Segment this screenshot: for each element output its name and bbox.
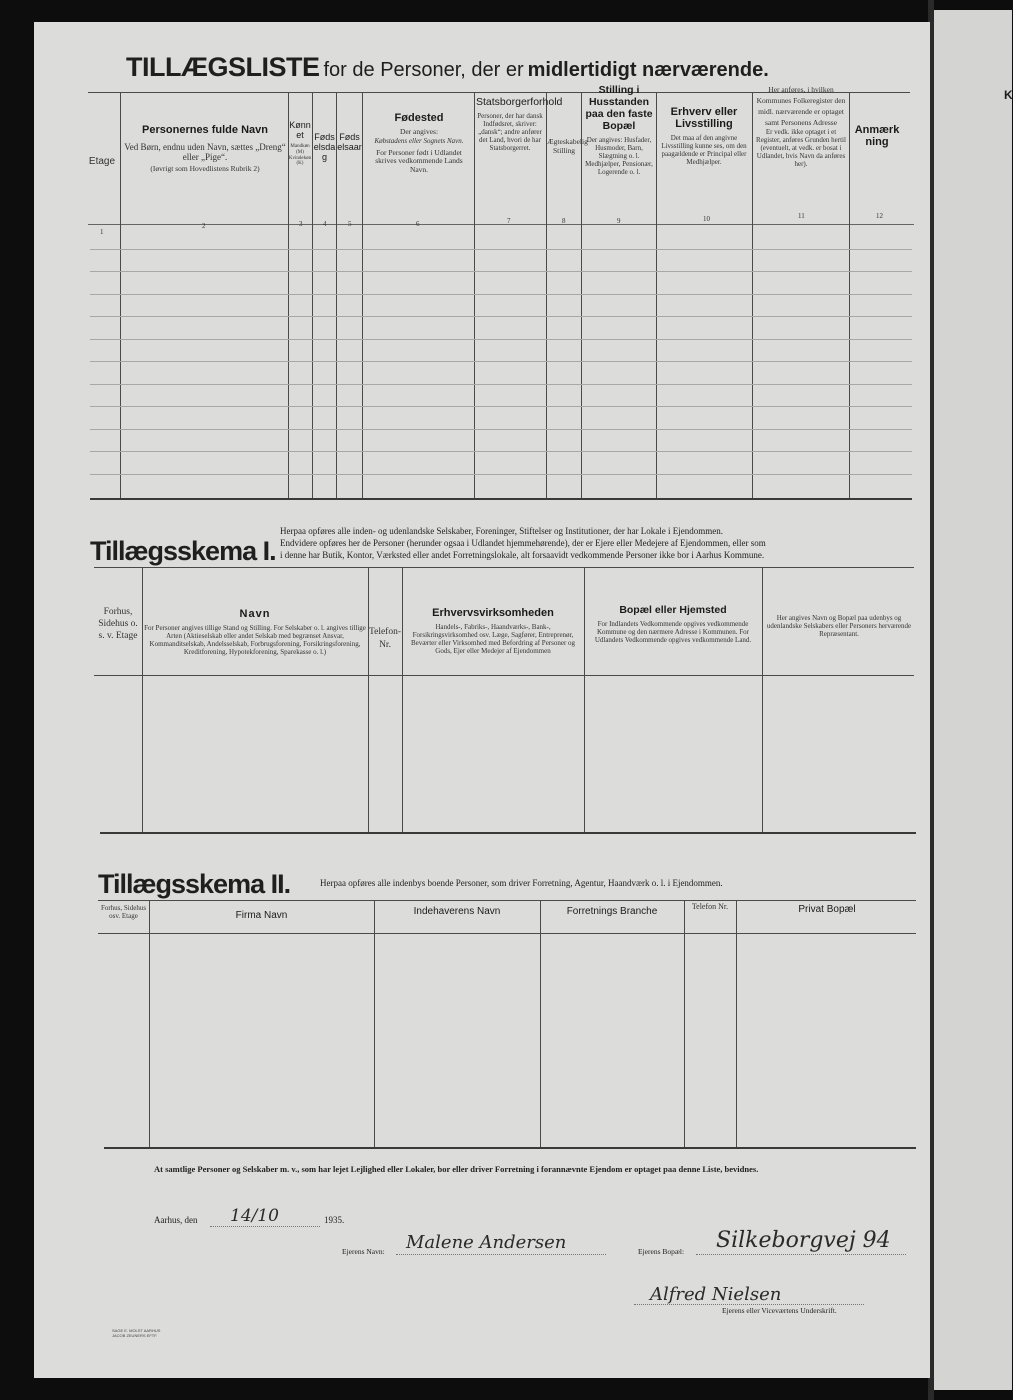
footer-year: 1935. [324,1215,345,1225]
owner-name-label: Ejerens Navn: [342,1247,385,1256]
col-remark: Anmærkning [854,124,900,148]
document-page [34,22,930,1378]
skema2-col-etage: Forhus, Sidehus osv. Etage [100,904,147,921]
footer-place-label: Aarhus, den [154,1215,198,1225]
skema2-col-owner: Indehaverens Navn [413,906,501,917]
skema2-col-branch: Forretnings Branche [566,906,658,917]
skema2-section [34,862,930,1162]
skema2-col-private: Privat Bopæl [798,904,856,915]
col-birthday: Fødselsdag [313,132,336,162]
col-birthyear: Fødselsaar [337,132,362,152]
owner-name: Malene Andersen [406,1232,567,1253]
col-sex: Kønnet Mandkøn (M) Kvindekøn (K) [288,120,312,167]
printer-mark: SAGE E. MOLST AARHUS JACOB ZEUNERS EFTF. [112,1328,161,1338]
skema1-col-etage: Forhus, Sidehus o. s. v. Etage [98,607,138,641]
owner-address: Silkeborgvej 94 [716,1228,891,1253]
col-marital: Ægteskabelig Stilling [547,137,588,155]
skema2-col-phone: Telefon Nr. [691,902,729,911]
skema2-col-firm: Firma Navn [235,910,288,921]
skema1-col-representative: Her angives Navn og Bopæl paa udenbys og udenlandske Selskabers eller Personers herværende Repræsentant. [766,614,912,639]
col-etage: Etage [88,156,116,167]
title-end: midlertidigt nærværende. [527,59,769,81]
title-rest: for de Personer, der er [323,59,524,81]
footer-date: 14/10 [230,1206,279,1226]
skema2-title: Tillægsskema II. [98,869,291,899]
col-name: Personernes fulde Navn Ved Børn, endnu uden Navn, sættes „Dreng“ eller „Pige“. (Iøvrigt som Hovedlistens Rubrik 2) [124,124,286,173]
skema1-section [34,522,930,862]
skema1-col-residence: Bopæl eller Hjemsted For Indlandets Vedkommende opgives vedkommende Kommune og den nærmere Adresse i Kommunen. For Udlandets Vedkommende opgives vedkommende Land. [594,604,752,645]
skema1-title: Tillægsskema I. [90,536,276,566]
title-bold: TILLÆGSLISTE [126,52,320,82]
skema1-col-phone: Telefon-Nr. [368,627,402,650]
owner-address-label: Ejerens Bopæl: [638,1247,685,1256]
col-register: Her anføres, i hvilken Kommunes Folkeregister den midl. nærværende er optaget samt Personens Adresse Er vedk. ikke optaget i et Register, anføres Grunden hertil (eventuelt, at vedk. er bosat i Udlandet, hvis Navn da anføres her). [756,85,846,169]
col-citizenship: Statsborgerforhold Personer, der har dansk Indfødsret, skriver: „dansk“; andre anfører det Land, hvori de har Statsborgerret. [476,96,563,153]
next-page-edge [932,10,1012,1390]
main-table: Etage Personernes fulde Navn Ved Børn, endnu uden Navn, sættes „Dreng“ eller „Pige“. (Iøvrigt som Hovedlistens Rubrik 2) Kønnet Mandkøn (M) Kvindekøn (K) Fødselsdag Fødselsaar Fødested Der angives: Købstadens eller Sognets Navn. For Personer født i Udlandet skrives vedkommende Lands Navn. Statsborgerforhold Personer, der har dansk Indfødsret, skriver: „dansk“; andre anfører det Land, hvori de har Statsborgerret. Ægteskabelig Stilling Stilling i Husstanden paa den faste Bopæl Der angives: Husfader, Husmoder, Barn, Slægtning o. l. Medhjælper, Pensionær, Logerende o. l. Erhverv eller Livsstilling Det maa af den angivne Livsstilling kunne ses, om den paagældende er Principal eller Medhjælper. Her anføres, i hvilken Kommunes Folkeregister den midl. nærværende er optaget samt Personens Adresse Er vedk. ikke optaget i et Register, anføres Grunden hertil (eventuelt, at vedk. er bosat i Udlandet, hvis Navn da anføres her). Anmærkning 1 2 3 4 5 6 7 8 9 10 11 12 [34,22,930,522]
signature: Alfred Nielsen [650,1284,782,1305]
footer-statement: At samtlige Personer og Selskaber m. v., som har lejet Lejlighed eller Lokaler, bor eller driver Forretning i forannævnte Ejendom er optaget paa denne Liste, bevidnes. [154,1164,759,1174]
signature-label: Ejerens eller Viceværtens Underskrift. [722,1306,837,1315]
col-occupation: Erhverv eller Livsstilling Det maa af den angivne Livsstilling kunne ses, om den paagældende er Principal eller Medhjælper. [661,106,747,167]
col-household: Stilling i Husstanden paa den faste Bopæl Der angives: Husfader, Husmoder, Barn, Slægtning o. l. Medhjælper, Pensionær, Logerende o. l. [585,84,653,177]
skema1-col-name: Navn For Personer angives tillige Stand og Stilling. For Selskaber o. l. angives tillige Arten (Aktieselskab eller andet Selskab med begrænset Ansvar, Kommanditselskab, Andelsselskab, Forbrugsforening, Forsikringsforening, Kreditforening, Hypotekforening, Sparekasse o. l.) [144,608,366,657]
col-birthplace: Fødested Der angives: Købstadens eller Sognets Navn. For Personer født i Udlandet skrives vedkommende Lands Navn. [374,112,464,174]
skema1-description: Herpaa opføres alle inden- og udenlandske Selskaber, Foreninger, Stiftelser og Institutioner, der har Lokale i Ejendommen. Endvidere opføres her de Personer (herunder ogsaa i Udlandet hjemmehørende), der er Ejere eller Medejere af Ejendommen, eller som i denne har Butik, Kontor, Værksted eller andet Forretningslokale, alt forsaavidt vedkommende Personer ikke bor i Aarhus Kommune. [280,526,766,560]
skema1-col-business: Erhvervsvirksomheden Handels-, Fabriks-, Haandværks-, Bank-, Forsikringsvirksomhed osv. Læge, Sagfører, Entreprenør, Beværter eller Virksomhed med Befordring af Personer og Gods, Ejer eller Medejer af Ejendommen [410,607,576,656]
skema2-description: Herpaa opføres alle indenbys boende Personer, som driver Forretning, Agentur, Haandværk o. l. i Ejendommen. [320,878,723,888]
next-page-letter: K [1004,88,1013,102]
